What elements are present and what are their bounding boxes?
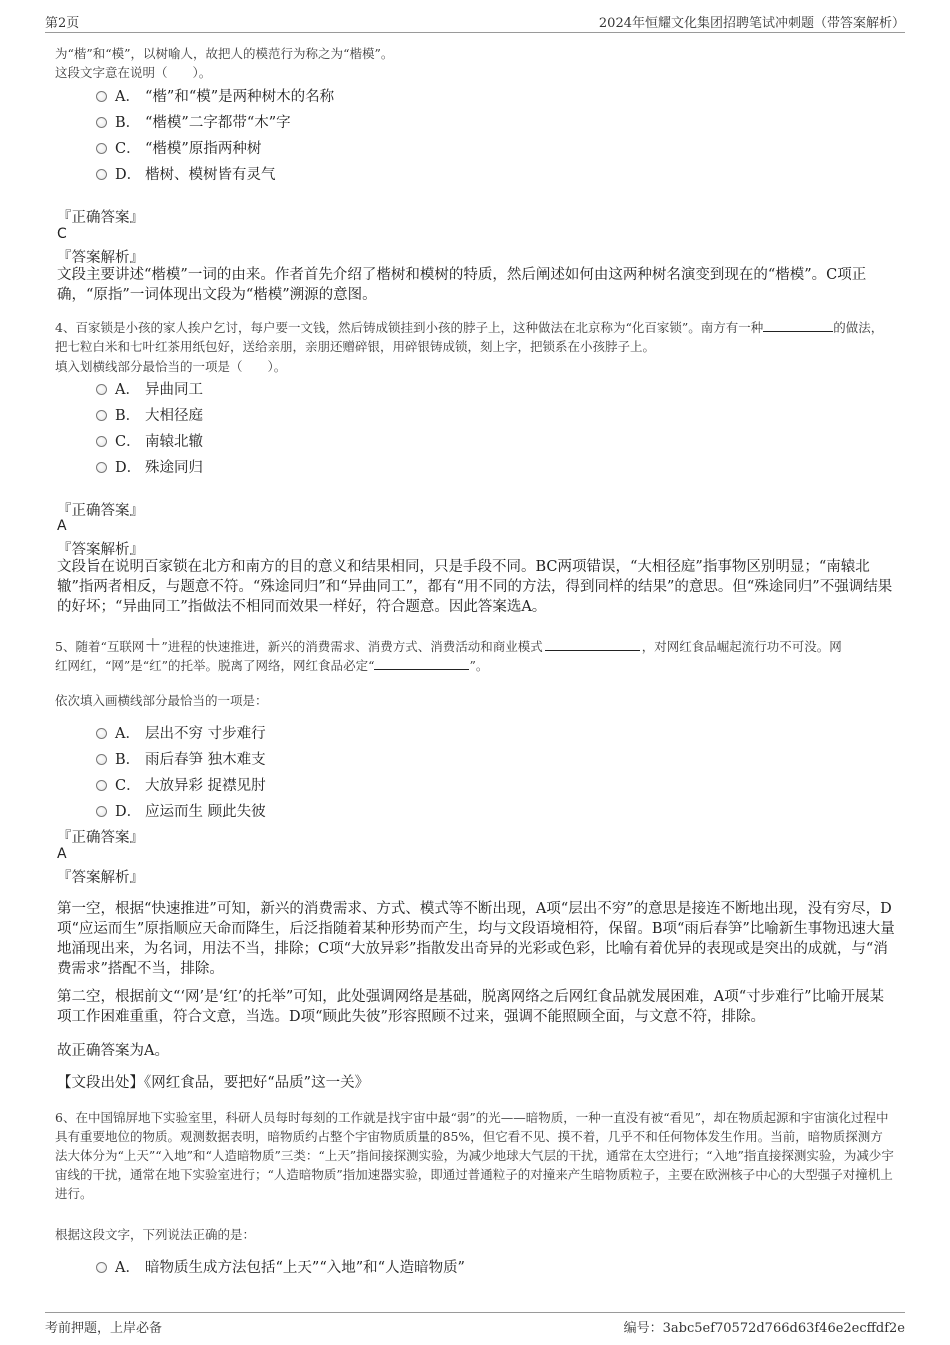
radio-icon[interactable]: [96, 117, 107, 128]
q5-option-c[interactable]: C． 大放异彩 捉襟见肘: [96, 776, 266, 796]
q3-analysis: 文段主要讲述“楷模”一词的由来。作者首先介绍了楷树和模树的特质，然后阐述如何由这两种树名演变到现在的“楷模”。C项正确，“原指”一词体现出文段为“楷模”溯源的意图。: [57, 267, 867, 303]
q4-answer-heading: 『正确答案』: [57, 503, 144, 519]
q5-analysis-heading: 『答案解析』: [57, 870, 144, 886]
q5-option-d[interactable]: D． 应运而生 顾此失彼: [96, 802, 266, 822]
q6-option-a[interactable]: A． 暗物质生成方法包括“上天”“入地”和“人造暗物质”: [96, 1258, 465, 1278]
radio-icon[interactable]: [96, 728, 107, 739]
q6-stem: 6、在中国锦屏地下实验室里，科研人员每时每刻的工作就是找宇宙中最“弱”的光——暗物质，一种一直没有被“看见”，却在物质起源和宇宙演化过程中具有重要地位的物质。观测数据表明，暗物质约占整个宇宙物质质量的85%，但它看不见、摸不着，几乎不和任何物体发生作用。当前，暗物质探测方法大体分为“上天”“入地”和“人造暗物质”三类：“上天”指间接探测实验，为减少地球大气层的干扰，通常在太空进行；“入地”指直接探测实验，为减少宇宙线的干扰，通常在地下实验室进行；“人造暗物质”指加速器实验，即通过普通粒子的对撞来产生暗物质粒子，主要在欧洲核子中心的大型强子对撞机上进行。: [55, 1110, 894, 1201]
radio-icon[interactable]: [96, 169, 107, 180]
footer-slogan: 考前押题，上岸必备: [45, 1321, 163, 1336]
q5-option-b[interactable]: B． 雨后春笋 独木难支: [96, 750, 266, 770]
q4-prompt: 填入划横线部分最恰当的一项是（ ）。: [55, 359, 287, 374]
q5-option-a[interactable]: A． 层出不穷 寸步难行: [96, 724, 266, 744]
radio-icon[interactable]: [96, 384, 107, 395]
q3-prompt: 这段文字意在说明（ ）。: [55, 65, 212, 80]
radio-icon[interactable]: [96, 780, 107, 791]
q5-analysis-blank-2: 第二空，根据前文“‘网’是‘红’的托举”可知，此处强调网络是基础，脱离网络之后网红食品就发展困难，A项“寸步难行”比喻开展某项工作困难重重，符合文意，当选。D项“顾此失彼”形容照顾不过来，强调不能照顾全面，与文意不符，排除。: [57, 989, 885, 1025]
q3-answer-heading: 『正确答案』: [57, 210, 144, 226]
q5-blank-1: [545, 638, 640, 651]
q5-answer-heading: 『正确答案』: [57, 830, 144, 846]
q4-option-c[interactable]: C． 南辕北辙: [96, 432, 203, 452]
q6-prompt: 根据这段文字，下列说法正确的是：: [55, 1227, 256, 1242]
q3-option-d[interactable]: D． 楷树、模树皆有灵气: [96, 165, 276, 185]
q4-option-d[interactable]: D． 殊途同归: [96, 458, 203, 478]
q4-option-b[interactable]: B． 大相径庭: [96, 406, 203, 426]
q5-analysis-conclusion: 故正确答案为A。: [57, 1043, 169, 1059]
radio-icon[interactable]: [96, 806, 107, 817]
q3-option-a[interactable]: A． “楷”和“模”是两种树木的名称: [96, 87, 334, 107]
q3-option-c[interactable]: C． “楷模”原指两种树: [96, 139, 261, 159]
q3-answer: C: [57, 226, 67, 242]
q3-option-b[interactable]: B． “楷模”二字都带“木”字: [96, 113, 291, 133]
q5-blank-2: [374, 657, 469, 670]
page-number: 第2页: [45, 16, 80, 31]
q5-answer: A: [57, 846, 67, 862]
q4-analysis-heading: 『答案解析』: [57, 542, 144, 558]
radio-icon[interactable]: [96, 91, 107, 102]
q5-analysis-blank-1: 第一空，根据“快速推进”可知，新兴的消费需求、方式、模式等不断出现，A项“层出不穷”的意思是接连不断地出现，没有穷尽，D项“应运而生”原指顺应天命而降生，后泛指随着某种形势而产生，均与文段语境相符，保留。B项“雨后春笋”比喻新生事物迅速大量地涌现出来，为名词，用法不当，排除；C项“大放异彩”指散发出奇异的光彩或色彩，比喻有着优异的表现或是突出的成就，与“消费需求”搭配不当，排除。: [57, 901, 895, 977]
q3-stem-tail: 为“楷”和“模”，以树喻人，故把人的模范行为称之为“楷模”。: [55, 46, 394, 61]
q4-stem: 4、百家锁是小孩的家人挨户乞讨，每户要一文钱，然后铸成锁挂到小孩的脖子上，这种做法在北京称为“化百家锁”。南方有一种 的做法，把七粒白米和七叶红茶用纸包好，送给亲朋，亲朋还赠碎银，用碎银铸成锁，刻上字，把锁系在小孩脖子上。: [55, 320, 884, 354]
radio-icon[interactable]: [96, 754, 107, 765]
plus-icon: ＋: [144, 636, 162, 656]
q5-source: 【文段出处】《网红食品，要把好“品质”这一关》: [57, 1075, 370, 1091]
radio-icon[interactable]: [96, 410, 107, 421]
page-footer: [45, 1312, 905, 1337]
page-header: [45, 10, 905, 33]
radio-icon[interactable]: [96, 1262, 107, 1273]
q4-answer: A: [57, 518, 67, 534]
q5-stem: 5、随着“互联网＋”进程的快速推进，新兴的消费需求、消费方式、消费活动和商业模式 ，对网红食品崛起流行功不可没。网 红网红，“网”是“红”的托举。脱离了网络，网红食品必定“ ”。: [55, 636, 842, 673]
q4-blank: [763, 319, 833, 332]
document-code: 编号：3abc5ef70572d766d63f46e2ecffdf2e: [623, 1321, 905, 1336]
radio-icon[interactable]: [96, 436, 107, 447]
radio-icon[interactable]: [96, 143, 107, 154]
radio-icon[interactable]: [96, 462, 107, 473]
q4-option-a[interactable]: A． 异曲同工: [96, 380, 203, 400]
q5-prompt: 依次填入画横线部分最恰当的一项是：: [55, 693, 268, 708]
document-title: 2024年恒耀文化集团招聘笔试冲刺题（带答案解析）: [598, 16, 905, 31]
q3-analysis-heading: 『答案解析』: [57, 250, 144, 266]
q4-analysis: 文段旨在说明百家锁在北方和南方的目的意义和结果相同，只是手段不同。BC两项错误，“大相径庭”指事物区别明显；“南辕北辙”指两者相反，与题意不符。“殊途同归”和“异曲同工”，都有“用不同的方法，得到同样的结果”的意思。但“殊途同归”不强调结果的好坏；“异曲同工”指做法不相同而效果一样好，符合题意。因此答案选A。: [57, 559, 893, 615]
